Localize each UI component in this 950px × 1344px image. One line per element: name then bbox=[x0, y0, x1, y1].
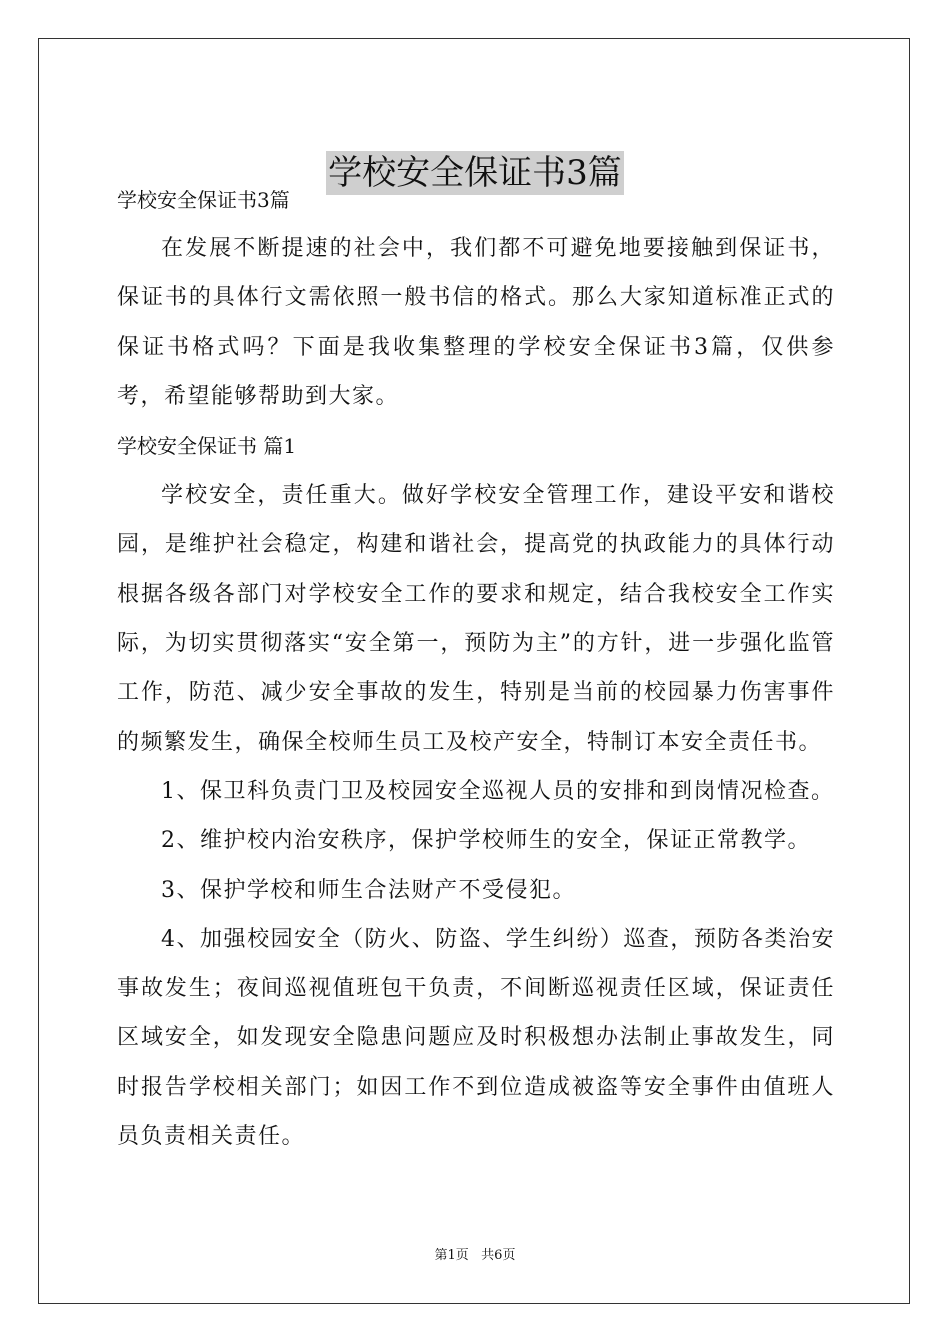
list-item: 4、加强校园安全（防火、防盗、学生纠纷）巡查，预防各类治安事故发生；夜间巡视值班包干负责，不间断巡视责任区域，保证责任区域安全，如发现安全隐患问题应及时积极想办法制止事故发生，同时报告学校相关部门；如因工作不到位造成被盗等安全事件由值班人员负责相关责任。 bbox=[117, 926, 835, 1150]
document-subtitle: 学校安全保证书3篇 bbox=[117, 188, 290, 212]
body-paragraph: 学校安全，责任重大。做好学校安全管理工作，建设平安和谐校园，是维护社会稳定，构建和谐社会，提高党的执政能力的具体行动根据各级各部门对学校安全工作的要求和规定，结合我校安全工作实际，为切实贯彻落实“安全第一，预防为主”的方针，进一步强化监管工作，防范、减少安全事故的发生，特别是当前的校园暴力伤害事件的频繁发生，确保全校师生员工及校产安全，特制订本安全责任书。 bbox=[117, 483, 835, 755]
intro-paragraph: 在发展不断提速的社会中，我们都不可避免地要接触到保证书，保证书的具体行文需依照一般书信的格式。那么大家知道标准正式的保证书格式吗？下面是我收集整理的学校安全保证书3篇，仅供参考，希望能够帮助到大家。 bbox=[117, 236, 835, 409]
section-heading: 学校安全保证书 篇1 bbox=[117, 434, 297, 459]
list-item: 3、保护学校和师生合法财产不受侵犯。 bbox=[161, 877, 576, 903]
list-item: 1、保卫科负责门卫及校园安全巡视人员的安排和到岗情况检查。 bbox=[161, 778, 835, 804]
list-item: 2、维护校内治安秩序，保护学校师生的安全，保证正常教学。 bbox=[161, 828, 811, 854]
document-title: 学校安全保证书3篇 bbox=[328, 152, 622, 193]
page-number-footer: 第1页 共6页 bbox=[434, 1248, 516, 1263]
document-body bbox=[117, 176, 835, 1161]
